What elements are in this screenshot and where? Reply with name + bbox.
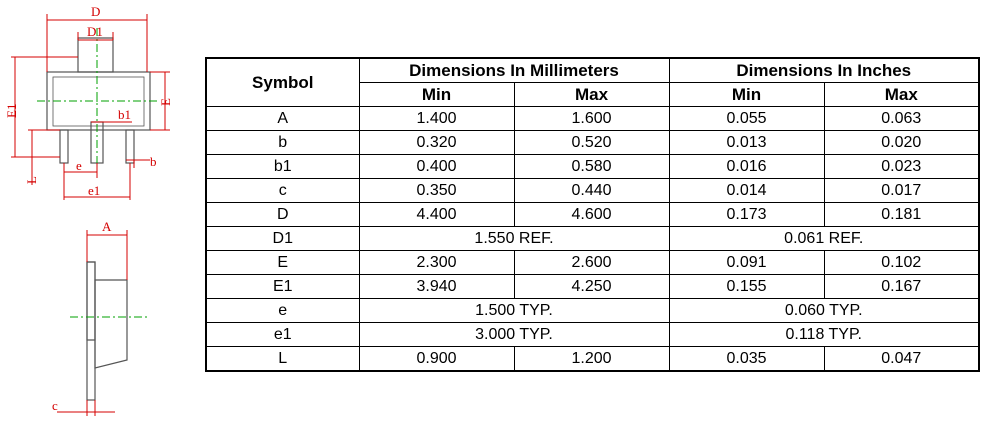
cell-mm-max: 1.200 <box>514 347 669 372</box>
label-E1: E1 <box>4 103 19 118</box>
cell-symbol: D1 <box>206 227 359 251</box>
label-L: L <box>24 176 39 184</box>
cell-mm-max: 4.600 <box>514 203 669 227</box>
cell-in-min: 0.014 <box>669 179 824 203</box>
cell-symbol: e1 <box>206 323 359 347</box>
dimension-table <box>205 57 980 372</box>
cell-mm-span: 3.000 TYP. <box>359 323 669 347</box>
cell-in-min: 0.013 <box>669 131 824 155</box>
cell-mm-min: 0.900 <box>359 347 514 372</box>
cell-symbol: e <box>206 299 359 323</box>
cell-in-span: 0.118 TYP. <box>669 323 979 347</box>
header-millimeters: Dimensions In Millimeters <box>359 58 669 83</box>
label-b: b <box>150 154 157 169</box>
cell-in-span: 0.060 TYP. <box>669 299 979 323</box>
label-c: c <box>52 398 58 413</box>
table-row <box>206 347 979 372</box>
label-E: E <box>158 98 173 106</box>
cell-in-max: 0.023 <box>824 155 979 179</box>
label-D1: D1 <box>87 24 103 39</box>
cell-symbol: E1 <box>206 275 359 299</box>
header-mm-max: Max <box>514 83 669 107</box>
package-outline-drawing <box>0 0 200 421</box>
table-row <box>206 107 979 131</box>
cell-mm-max: 0.440 <box>514 179 669 203</box>
label-e: e <box>76 158 82 173</box>
cell-in-min: 0.173 <box>669 203 824 227</box>
top-view-tab <box>78 38 113 72</box>
cell-in-max: 0.017 <box>824 179 979 203</box>
cell-symbol: A <box>206 107 359 131</box>
table-row <box>206 179 979 203</box>
cell-in-max: 0.047 <box>824 347 979 372</box>
cell-in-max: 0.020 <box>824 131 979 155</box>
cell-in-min: 0.055 <box>669 107 824 131</box>
cell-in-max: 0.181 <box>824 203 979 227</box>
cell-mm-max: 1.600 <box>514 107 669 131</box>
cell-symbol: E <box>206 251 359 275</box>
cell-mm-min: 3.940 <box>359 275 514 299</box>
cell-mm-max: 0.520 <box>514 131 669 155</box>
cell-in-min: 0.155 <box>669 275 824 299</box>
table-row <box>206 323 979 347</box>
header-symbol: Symbol <box>206 58 359 107</box>
header-inches: Dimensions In Inches <box>669 58 979 83</box>
label-e1: e1 <box>88 183 101 198</box>
cell-in-min: 0.035 <box>669 347 824 372</box>
cell-mm-min: 0.400 <box>359 155 514 179</box>
cell-mm-min: 1.400 <box>359 107 514 131</box>
header-in-min: Min <box>669 83 824 107</box>
table-row <box>206 251 979 275</box>
cell-in-max: 0.167 <box>824 275 979 299</box>
header-mm-min: Min <box>359 83 514 107</box>
cell-in-min: 0.016 <box>669 155 824 179</box>
table-row <box>206 275 979 299</box>
table-row <box>206 131 979 155</box>
table-row <box>206 227 979 251</box>
cell-in-span: 0.061 REF. <box>669 227 979 251</box>
cell-in-max: 0.102 <box>824 251 979 275</box>
cell-mm-max: 2.600 <box>514 251 669 275</box>
label-A: A <box>102 219 112 234</box>
cell-symbol: D <box>206 203 359 227</box>
cell-mm-min: 4.400 <box>359 203 514 227</box>
cell-mm-min: 2.300 <box>359 251 514 275</box>
cell-mm-span: 1.500 TYP. <box>359 299 669 323</box>
label-b1: b1 <box>118 107 131 122</box>
top-view-lead-right <box>126 130 134 163</box>
cell-mm-max: 0.580 <box>514 155 669 179</box>
top-view-lead-left <box>60 130 68 163</box>
cell-in-min: 0.091 <box>669 251 824 275</box>
side-view-body <box>87 262 95 340</box>
cell-symbol: L <box>206 347 359 372</box>
cell-mm-max: 4.250 <box>514 275 669 299</box>
header-in-max: Max <box>824 83 979 107</box>
cell-symbol: b <box>206 131 359 155</box>
table-row <box>206 203 979 227</box>
table-row <box>206 155 979 179</box>
cell-mm-span: 1.550 REF. <box>359 227 669 251</box>
cell-mm-min: 0.350 <box>359 179 514 203</box>
label-D: D <box>91 4 101 19</box>
cell-symbol: b1 <box>206 155 359 179</box>
cell-symbol: c <box>206 179 359 203</box>
cell-mm-min: 0.320 <box>359 131 514 155</box>
cell-in-max: 0.063 <box>824 107 979 131</box>
table-row <box>206 299 979 323</box>
